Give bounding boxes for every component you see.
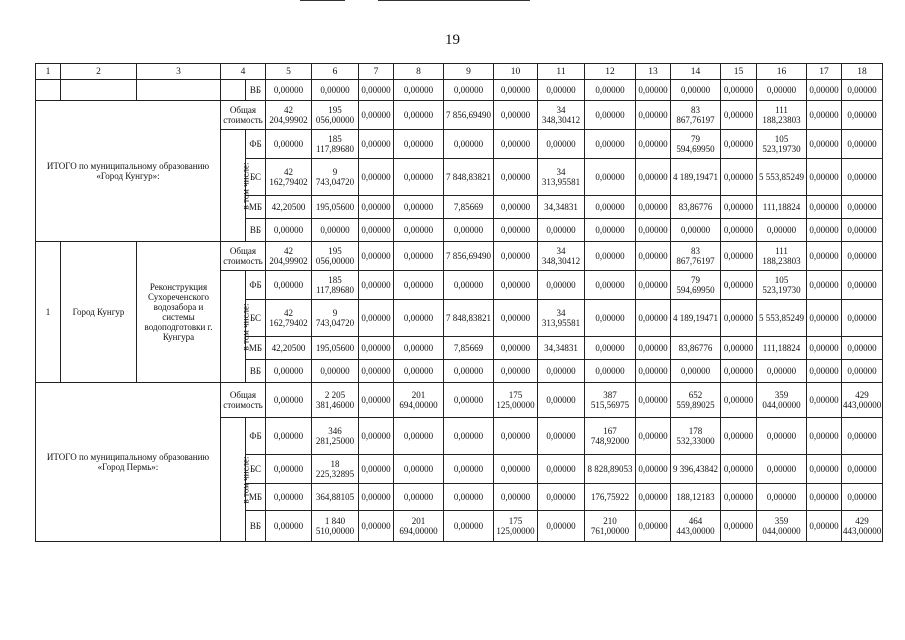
value-cell: 0,00000 <box>585 101 636 130</box>
value-cell: 34 348,30412 <box>538 242 585 271</box>
value-cell: 111 188,23803 <box>757 242 807 271</box>
value-cell: 0,00000 <box>807 219 842 242</box>
value-cell: 0,00000 <box>538 271 585 300</box>
value-cell: 42 162,79402 <box>266 300 312 337</box>
value-cell: 0,00000 <box>394 130 444 159</box>
value-cell: 0,00000 <box>312 360 359 383</box>
value-cell: 0,00000 <box>807 159 842 196</box>
value-cell: 83,86776 <box>671 337 721 360</box>
value-cell: 185 117,89680 <box>312 271 359 300</box>
value-cell: 0,00000 <box>359 101 394 130</box>
value-cell: 0,00000 <box>444 484 494 511</box>
value-cell: 0,00000 <box>359 271 394 300</box>
value-cell: 0,00000 <box>394 159 444 196</box>
value-cell: 0,00000 <box>842 159 883 196</box>
value-cell: 0,00000 <box>444 360 494 383</box>
value-cell: 175 125,00000 <box>494 511 538 542</box>
value-cell: 0,00000 <box>394 80 444 101</box>
value-cell: 210 761,00000 <box>585 511 636 542</box>
value-cell: 0,00000 <box>494 484 538 511</box>
value-cell: 0,00000 <box>671 80 721 101</box>
value-cell: 0,00000 <box>359 80 394 101</box>
value-cell: 0,00000 <box>842 196 883 219</box>
value-cell: 0,00000 <box>359 455 394 484</box>
value-cell: 79 594,69950 <box>671 130 721 159</box>
value-cell: 0,00000 <box>636 196 671 219</box>
value-cell: 0,00000 <box>842 130 883 159</box>
value-cell: 9 743,04720 <box>312 300 359 337</box>
value-cell: 0,00000 <box>842 337 883 360</box>
value-cell: 0,00000 <box>444 418 494 455</box>
value-cell: 0,00000 <box>494 455 538 484</box>
value-cell: 0,00000 <box>585 242 636 271</box>
value-cell: 0,00000 <box>636 219 671 242</box>
value-cell: 0,00000 <box>394 337 444 360</box>
value-cell: 8 828,89053 <box>585 455 636 484</box>
value-cell: 0,00000 <box>807 300 842 337</box>
value-cell: 0,00000 <box>807 360 842 383</box>
value-cell: 0,00000 <box>842 360 883 383</box>
value-cell: 0,00000 <box>807 383 842 418</box>
value-cell: 0,00000 <box>494 101 538 130</box>
total-cost-label: Общая стоимость <box>221 383 266 418</box>
value-cell: 0,00000 <box>359 337 394 360</box>
value-cell: 0,00000 <box>585 271 636 300</box>
value-cell: 42,20500 <box>266 337 312 360</box>
value-cell: 0,00000 <box>807 271 842 300</box>
value-cell: 0,00000 <box>721 360 757 383</box>
value-cell: 0,00000 <box>444 511 494 542</box>
value-cell: 0,00000 <box>757 418 807 455</box>
value-cell: 0,00000 <box>494 300 538 337</box>
value-cell: 0,00000 <box>359 383 394 418</box>
value-cell: 0,00000 <box>359 130 394 159</box>
value-cell: 0,00000 <box>842 242 883 271</box>
value-cell: 105 523,19730 <box>757 271 807 300</box>
column-number: 17 <box>807 64 842 80</box>
value-cell: 0,00000 <box>494 242 538 271</box>
value-cell: 0,00000 <box>359 360 394 383</box>
value-cell: 0,00000 <box>636 337 671 360</box>
empty-cell <box>221 80 246 101</box>
value-cell: 7 856,69490 <box>444 101 494 130</box>
value-cell: 5 553,85249 <box>757 159 807 196</box>
value-cell: 387 515,56975 <box>585 383 636 418</box>
data-row <box>36 101 883 130</box>
value-cell: 0,00000 <box>721 101 757 130</box>
value-cell: 0,00000 <box>359 219 394 242</box>
value-cell: 0,00000 <box>842 455 883 484</box>
value-cell: 0,00000 <box>636 418 671 455</box>
value-cell: 0,00000 <box>494 360 538 383</box>
value-cell: 0,00000 <box>266 130 312 159</box>
value-cell: 0,00000 <box>721 337 757 360</box>
source-label: ВБ <box>246 219 266 242</box>
value-cell: 0,00000 <box>585 130 636 159</box>
column-number: 2 <box>61 64 137 80</box>
value-cell: 0,00000 <box>721 242 757 271</box>
value-cell: 0,00000 <box>394 418 444 455</box>
value-cell: 4 189,19471 <box>671 159 721 196</box>
value-cell: 195 056,00000 <box>312 242 359 271</box>
value-cell: 0,00000 <box>721 80 757 101</box>
value-cell: 0,00000 <box>636 130 671 159</box>
project-name: Реконструкция Сухореченского водозабора и системы водоподготовки г. Кунгура <box>137 242 221 383</box>
column-number: 9 <box>444 64 494 80</box>
value-cell: 18 225,32895 <box>312 455 359 484</box>
value-cell: 185 117,89680 <box>312 130 359 159</box>
source-label: ВБ <box>246 80 266 101</box>
total-label: ИТОГО по муниципальному образованию «Город Кунгур»: <box>36 101 221 242</box>
data-row <box>36 242 883 271</box>
vertical-label-text: в том числе: <box>240 456 251 503</box>
value-cell: 195,05600 <box>312 196 359 219</box>
total-label: ИТОГО по муниципальному образованию «Город Пермь»: <box>36 383 221 542</box>
value-cell: 0,00000 <box>394 455 444 484</box>
value-cell: 0,00000 <box>359 159 394 196</box>
value-cell: 0,00000 <box>538 455 585 484</box>
value-cell: 0,00000 <box>444 219 494 242</box>
value-cell: 0,00000 <box>721 511 757 542</box>
value-cell: 0,00000 <box>538 360 585 383</box>
value-cell: 0,00000 <box>807 484 842 511</box>
value-cell: 9 743,04720 <box>312 159 359 196</box>
value-cell: 0,00000 <box>585 196 636 219</box>
value-cell: 42,20500 <box>266 196 312 219</box>
value-cell: 175 125,00000 <box>494 383 538 418</box>
value-cell: 464 443,00000 <box>671 511 721 542</box>
source-label: ФБ <box>246 130 266 159</box>
value-cell: 0,00000 <box>636 300 671 337</box>
value-cell: 0,00000 <box>444 383 494 418</box>
column-number: 14 <box>671 64 721 80</box>
value-cell: 105 523,19730 <box>757 130 807 159</box>
value-cell: 34 313,95581 <box>538 159 585 196</box>
value-cell: 0,00000 <box>266 383 312 418</box>
value-cell: 0,00000 <box>842 484 883 511</box>
value-cell: 0,00000 <box>494 271 538 300</box>
value-cell: 0,00000 <box>807 196 842 219</box>
value-cell: 0,00000 <box>494 337 538 360</box>
value-cell: 1 840 510,00000 <box>312 511 359 542</box>
value-cell: 0,00000 <box>359 242 394 271</box>
value-cell: 0,00000 <box>444 271 494 300</box>
value-cell: 0,00000 <box>266 455 312 484</box>
value-cell: 0,00000 <box>312 80 359 101</box>
value-cell: 429 443,00000 <box>842 383 883 418</box>
value-cell: 0,00000 <box>721 219 757 242</box>
value-cell: 0,00000 <box>807 80 842 101</box>
value-cell: 0,00000 <box>757 484 807 511</box>
value-cell: 178 532,33000 <box>671 418 721 455</box>
value-cell: 0,00000 <box>721 271 757 300</box>
value-cell: 9 396,43842 <box>671 455 721 484</box>
value-cell: 0,00000 <box>585 300 636 337</box>
value-cell: 0,00000 <box>757 219 807 242</box>
value-cell: 652 559,89025 <box>671 383 721 418</box>
value-cell: 0,00000 <box>842 271 883 300</box>
value-cell: 0,00000 <box>266 360 312 383</box>
value-cell: 34 348,30412 <box>538 101 585 130</box>
column-number: 8 <box>394 64 444 80</box>
value-cell: 2 205 381,46000 <box>312 383 359 418</box>
value-cell: 0,00000 <box>494 130 538 159</box>
source-label: ФБ <box>246 418 266 455</box>
value-cell: 0,00000 <box>394 219 444 242</box>
value-cell: 0,00000 <box>842 101 883 130</box>
value-cell: 0,00000 <box>636 242 671 271</box>
value-cell: 188,12183 <box>671 484 721 511</box>
value-cell: 0,00000 <box>721 159 757 196</box>
value-cell: 0,00000 <box>359 196 394 219</box>
value-cell: 0,00000 <box>266 80 312 101</box>
value-cell: 0,00000 <box>807 101 842 130</box>
value-cell: 0,00000 <box>394 101 444 130</box>
source-label: БС <box>246 455 266 484</box>
value-cell: 42 204,99902 <box>266 101 312 130</box>
page-number: 19 <box>445 32 460 48</box>
value-cell: 0,00000 <box>538 130 585 159</box>
total-cost-label: Общая стоимость <box>221 101 266 130</box>
value-cell: 0,00000 <box>444 130 494 159</box>
source-label: БС <box>246 159 266 196</box>
municipality-name: Город Кунгур <box>61 242 137 383</box>
value-cell: 359 044,00000 <box>757 511 807 542</box>
value-cell: 0,00000 <box>721 300 757 337</box>
value-cell: 0,00000 <box>842 80 883 101</box>
value-cell: 0,00000 <box>842 300 883 337</box>
value-cell: 429 443,00000 <box>842 511 883 542</box>
value-cell: 195,05600 <box>312 337 359 360</box>
value-cell: 7,85669 <box>444 337 494 360</box>
value-cell: 0,00000 <box>266 511 312 542</box>
value-cell: 0,00000 <box>585 337 636 360</box>
value-cell: 195 056,00000 <box>312 101 359 130</box>
value-cell: 7,85669 <box>444 196 494 219</box>
value-cell: 0,00000 <box>538 219 585 242</box>
empty-cell <box>137 80 221 101</box>
column-number: 7 <box>359 64 394 80</box>
value-cell: 0,00000 <box>636 159 671 196</box>
top-border-line-left <box>300 0 345 1</box>
value-cell: 34,34831 <box>538 337 585 360</box>
source-label: БС <box>246 300 266 337</box>
budget-table <box>35 63 883 542</box>
column-number: 3 <box>137 64 221 80</box>
value-cell: 0,00000 <box>394 360 444 383</box>
column-number: 15 <box>721 64 757 80</box>
source-label: ВБ <box>246 511 266 542</box>
value-cell: 0,00000 <box>636 271 671 300</box>
value-cell: 0,00000 <box>721 383 757 418</box>
value-cell: 83,86776 <box>671 196 721 219</box>
value-cell: 201 694,00000 <box>394 511 444 542</box>
value-cell: 0,00000 <box>266 219 312 242</box>
value-cell: 0,00000 <box>312 219 359 242</box>
value-cell: 346 281,25000 <box>312 418 359 455</box>
source-label: МБ <box>246 337 266 360</box>
value-cell: 0,00000 <box>757 360 807 383</box>
value-cell: 83 867,76197 <box>671 101 721 130</box>
value-cell: 0,00000 <box>721 418 757 455</box>
in-that-number-label <box>221 418 251 542</box>
value-cell: 0,00000 <box>807 511 842 542</box>
value-cell: 0,00000 <box>636 360 671 383</box>
value-cell: 0,00000 <box>359 484 394 511</box>
source-label: ВБ <box>246 360 266 383</box>
value-cell: 0,00000 <box>444 455 494 484</box>
column-number: 13 <box>636 64 671 80</box>
value-cell: 359 044,00000 <box>757 383 807 418</box>
value-cell: 83 867,76197 <box>671 242 721 271</box>
value-cell: 0,00000 <box>394 300 444 337</box>
vertical-label-text: в том числе: <box>240 303 251 350</box>
value-cell: 0,00000 <box>394 242 444 271</box>
top-border-line-right <box>378 0 530 1</box>
value-cell: 0,00000 <box>671 219 721 242</box>
value-cell: 34,34831 <box>538 196 585 219</box>
value-cell: 0,00000 <box>538 80 585 101</box>
header-row <box>36 64 883 80</box>
value-cell: 0,00000 <box>671 360 721 383</box>
value-cell: 0,00000 <box>494 80 538 101</box>
total-cost-label: Общая стоимость <box>221 242 266 271</box>
continued-vb-row <box>36 80 883 101</box>
value-cell: 7 848,83821 <box>444 300 494 337</box>
value-cell: 0,00000 <box>266 418 312 455</box>
value-cell: 0,00000 <box>394 196 444 219</box>
value-cell: 176,75922 <box>585 484 636 511</box>
value-cell: 0,00000 <box>636 80 671 101</box>
value-cell: 0,00000 <box>842 219 883 242</box>
value-cell: 0,00000 <box>538 383 585 418</box>
empty-cell <box>61 80 137 101</box>
empty-cell <box>36 80 61 101</box>
value-cell: 0,00000 <box>636 383 671 418</box>
value-cell: 42 204,99902 <box>266 242 312 271</box>
column-number: 12 <box>585 64 636 80</box>
row-number: 1 <box>36 242 61 383</box>
value-cell: 167 748,92000 <box>585 418 636 455</box>
in-that-number-label <box>221 271 251 383</box>
value-cell: 0,00000 <box>721 130 757 159</box>
value-cell: 0,00000 <box>394 484 444 511</box>
value-cell: 0,00000 <box>636 484 671 511</box>
value-cell: 0,00000 <box>721 196 757 219</box>
value-cell: 7 856,69490 <box>444 242 494 271</box>
value-cell: 0,00000 <box>807 455 842 484</box>
column-number: 16 <box>757 64 807 80</box>
value-cell: 0,00000 <box>444 80 494 101</box>
column-number: 1 <box>36 64 61 80</box>
value-cell: 7 848,83821 <box>444 159 494 196</box>
value-cell: 0,00000 <box>359 300 394 337</box>
value-cell: 5 553,85249 <box>757 300 807 337</box>
value-cell: 4 189,19471 <box>671 300 721 337</box>
vertical-label-text: в том числе: <box>240 162 251 209</box>
data-row <box>36 383 883 418</box>
value-cell: 0,00000 <box>359 511 394 542</box>
value-cell: 0,00000 <box>807 242 842 271</box>
value-cell: 201 694,00000 <box>394 383 444 418</box>
value-cell: 0,00000 <box>721 455 757 484</box>
value-cell: 0,00000 <box>807 130 842 159</box>
value-cell: 0,00000 <box>266 484 312 511</box>
source-label: ФБ <box>246 271 266 300</box>
value-cell: 0,00000 <box>757 455 807 484</box>
column-number: 4 <box>221 64 266 80</box>
column-number: 18 <box>842 64 883 80</box>
value-cell: 0,00000 <box>721 484 757 511</box>
value-cell: 0,00000 <box>494 159 538 196</box>
source-label: МБ <box>246 484 266 511</box>
value-cell: 364,88105 <box>312 484 359 511</box>
value-cell: 0,00000 <box>757 80 807 101</box>
in-that-number-label <box>221 130 251 242</box>
value-cell: 0,00000 <box>494 196 538 219</box>
value-cell: 0,00000 <box>585 360 636 383</box>
value-cell: 0,00000 <box>636 455 671 484</box>
value-cell: 0,00000 <box>494 418 538 455</box>
column-number: 6 <box>312 64 359 80</box>
column-number: 5 <box>266 64 312 80</box>
value-cell: 0,00000 <box>842 418 883 455</box>
column-number: 10 <box>494 64 538 80</box>
source-label: МБ <box>246 196 266 219</box>
value-cell: 0,00000 <box>538 418 585 455</box>
value-cell: 0,00000 <box>538 511 585 542</box>
value-cell: 0,00000 <box>585 219 636 242</box>
value-cell: 111,18824 <box>757 196 807 219</box>
value-cell: 42 162,79402 <box>266 159 312 196</box>
value-cell: 0,00000 <box>494 219 538 242</box>
value-cell: 0,00000 <box>636 511 671 542</box>
value-cell: 111,18824 <box>757 337 807 360</box>
value-cell: 0,00000 <box>585 80 636 101</box>
value-cell: 0,00000 <box>394 271 444 300</box>
column-number: 11 <box>538 64 585 80</box>
value-cell: 0,00000 <box>359 418 394 455</box>
value-cell: 0,00000 <box>538 484 585 511</box>
value-cell: 0,00000 <box>807 337 842 360</box>
value-cell: 0,00000 <box>585 159 636 196</box>
value-cell: 0,00000 <box>266 271 312 300</box>
value-cell: 111 188,23803 <box>757 101 807 130</box>
value-cell: 79 594,69950 <box>671 271 721 300</box>
value-cell: 0,00000 <box>807 418 842 455</box>
value-cell: 34 313,95581 <box>538 300 585 337</box>
value-cell: 0,00000 <box>636 101 671 130</box>
